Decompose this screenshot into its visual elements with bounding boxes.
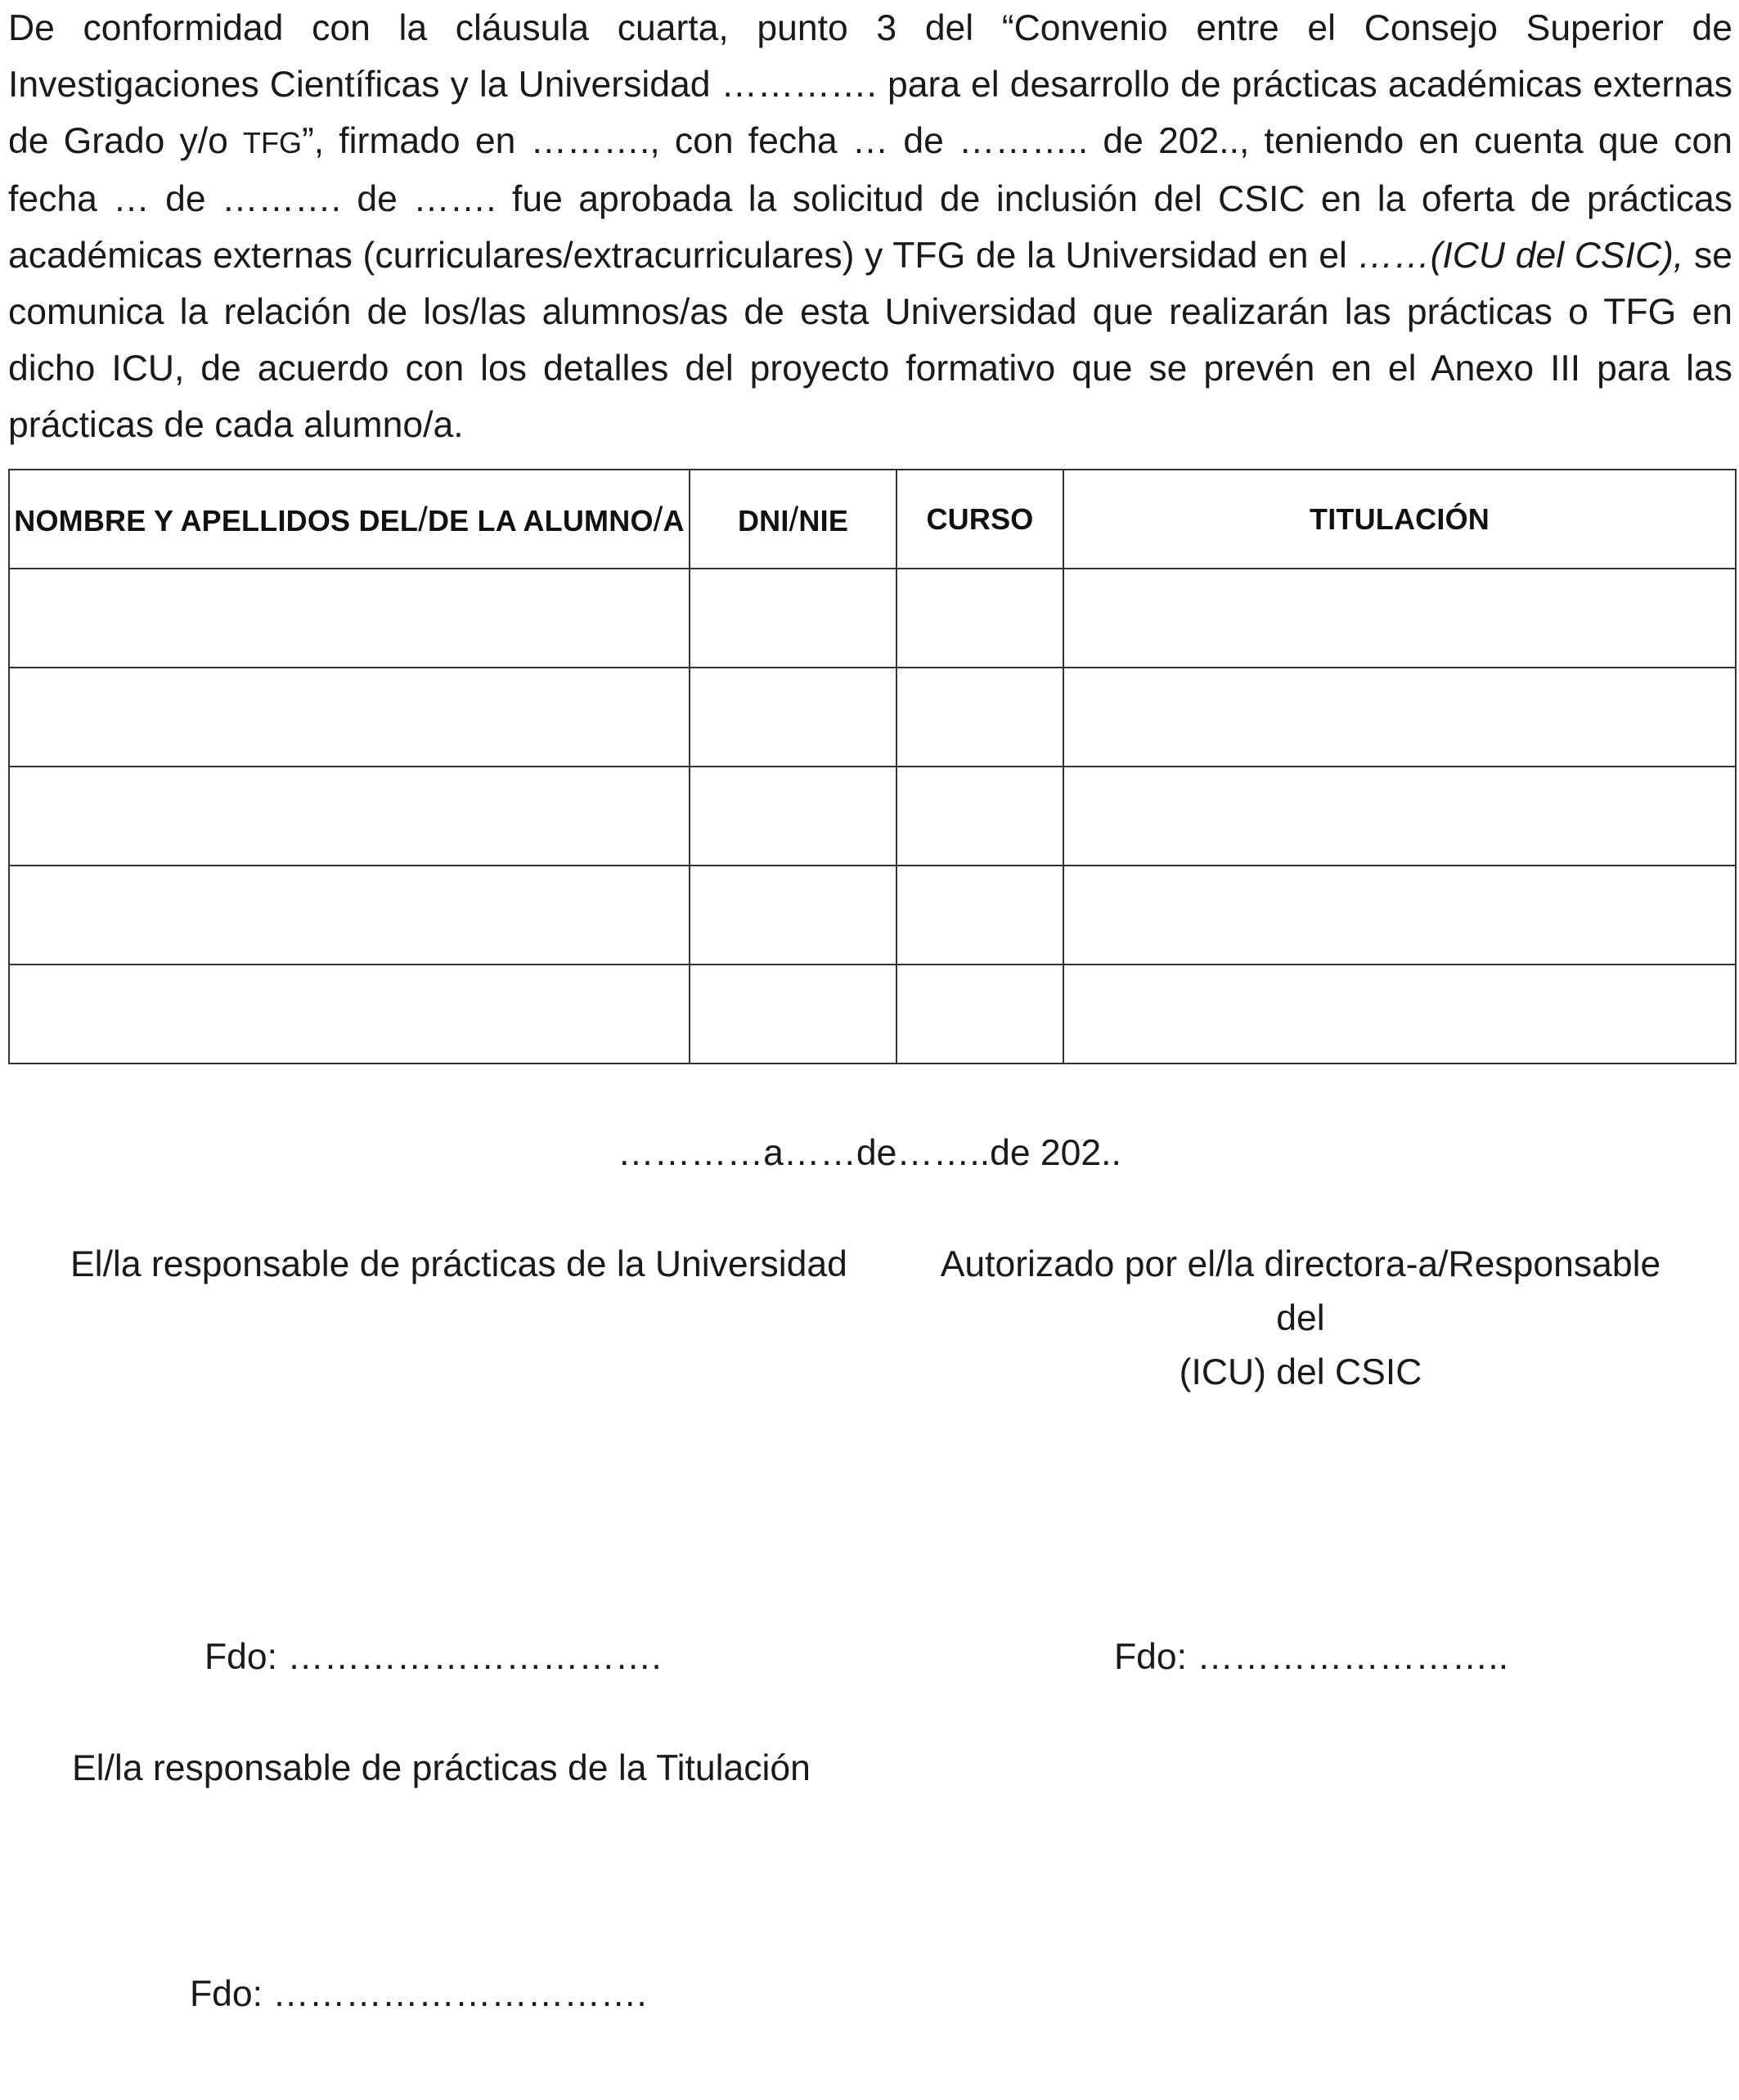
table-row xyxy=(9,866,1736,965)
cell-dni[interactable] xyxy=(690,668,896,767)
table-header-row xyxy=(9,470,1736,569)
cell-dni[interactable] xyxy=(690,767,896,866)
cell-name[interactable] xyxy=(9,569,690,668)
cell-curso[interactable] xyxy=(896,965,1063,1063)
intro-icu-placeholder: ……(ICU del CSIC), xyxy=(1357,236,1684,276)
intro-text-part3: se comunica la relación de los/las alumnos/as de esta Universidad que realizarán las prácticas o TFG en dicho ICU, de acuerdo con los detalles del proyecto formativo que se prevén en el Anexo III para las prácticas de cada alumno/a. xyxy=(8,236,1732,445)
table-row xyxy=(9,767,1736,866)
cell-titulacion[interactable] xyxy=(1063,767,1736,866)
table-row xyxy=(9,668,1736,767)
cell-curso[interactable] xyxy=(896,668,1063,767)
intro-paragraph xyxy=(8,0,1732,453)
cell-name[interactable] xyxy=(9,866,690,965)
intro-tfg-abbrev: TFG xyxy=(242,126,302,160)
cell-name[interactable] xyxy=(9,767,690,866)
cell-curso[interactable] xyxy=(896,866,1063,965)
header-name: NOMBRE Y APELLIDOS DEL/DE LA ALUMNO/A xyxy=(9,470,690,569)
cell-dni[interactable] xyxy=(690,569,896,668)
cell-dni[interactable] xyxy=(690,965,896,1063)
titulacion-signatory-label: El/la responsable de prácticas de la Titulación xyxy=(72,1748,811,1788)
header-curso: CURSO xyxy=(896,470,1063,569)
university-signature-line: Fdo: …………………………. xyxy=(204,1637,662,1677)
header-dni: DNI/NIE xyxy=(690,470,896,569)
cell-titulacion[interactable] xyxy=(1063,668,1736,767)
header-titulacion: TITULACIÓN xyxy=(1063,470,1736,569)
csic-signatory-label xyxy=(924,1238,1677,1400)
csic-signature-line: Fdo: …………………….. xyxy=(1114,1637,1509,1677)
table-row xyxy=(9,569,1736,668)
intro-text-part2: ”, firmado en ………., con fecha … de ……….. de 202.., teniendo en cuenta que con fecha … de ………. de ……. fue aprobada la solicitud de inclusión del CSIC en la oferta de prácticas académicas externas (curriculares/extracurriculares) y TFG de la Universidad en el xyxy=(8,121,1732,276)
cell-titulacion[interactable] xyxy=(1063,965,1736,1063)
university-signatory-label: El/la responsable de prácticas de la Universidad xyxy=(70,1244,847,1284)
table-row xyxy=(9,965,1736,1063)
place-date-line: …………a……de……..de 202.. xyxy=(618,1133,1121,1173)
titulacion-signature-line: Fdo: …………………………. xyxy=(190,1974,647,2014)
intro-text-part1: De conformidad con la cláusula cuarta, punto 3 del “Convenio entre el Consejo Superior de Investigaciones Científicas y la Universidad …………. para el desarrollo de prácticas académicas externas de Grado y/o xyxy=(8,8,1732,161)
cell-titulacion[interactable] xyxy=(1063,866,1736,965)
cell-curso[interactable] xyxy=(896,569,1063,668)
cell-name[interactable] xyxy=(9,965,690,1063)
cell-dni[interactable] xyxy=(690,866,896,965)
csic-signatory-label-line1: Autorizado por el/la directora-a/Responsable del xyxy=(940,1244,1661,1338)
students-table xyxy=(8,469,1737,1064)
cell-curso[interactable] xyxy=(896,767,1063,866)
cell-titulacion[interactable] xyxy=(1063,569,1736,668)
cell-name[interactable] xyxy=(9,668,690,767)
csic-signatory-label-line2: (ICU) del CSIC xyxy=(1179,1352,1422,1392)
